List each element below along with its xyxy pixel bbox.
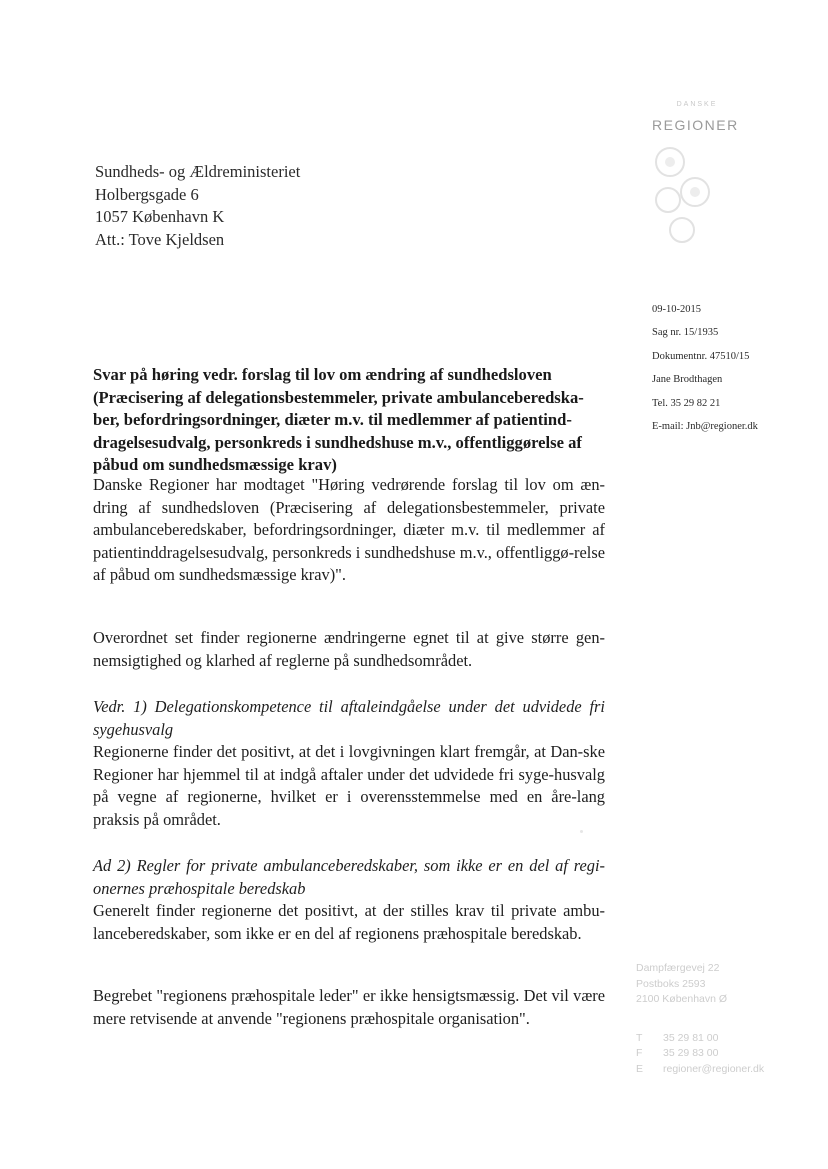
recipient-line: Att.: Tove Kjeldsen <box>95 229 225 249</box>
scan-mark <box>580 830 583 833</box>
footer-email: regioner@regioner.dk <box>663 1062 765 1075</box>
footer-fax-row <box>636 1046 764 1062</box>
footer-fax: 35 29 83 00 <box>663 1047 719 1059</box>
footer-email-label: E <box>636 1062 644 1075</box>
paragraph-term <box>93 985 605 1030</box>
footer-phone-label: T <box>636 1031 643 1044</box>
recipient-address <box>95 161 300 251</box>
meta-case-number: Sag nr. 15/1935 <box>652 327 719 339</box>
footer-street: Dampfærgevej 22 <box>636 962 720 974</box>
paragraph-overall <box>93 627 605 672</box>
recipient-line: Sundheds- og Ældreministeriet <box>95 162 301 181</box>
footer-fax-label: F <box>636 1047 643 1059</box>
letter-subject: Svar på høring vedr. forslag til lov om ændring af sundhedsloven (Præcisering af delegationsbestemmeler, private ambulanceberedska-ber, befordringsordninger, diæter m.v. til medlemmer af patientind-dragelsesudvalg, personkreds i sundhedshuse m.v., offentliggørelse af påbud om sundhedsmæssige krav) <box>93 365 584 475</box>
logo-tagline: DANSKE <box>676 101 718 108</box>
section-delegation <box>93 696 605 832</box>
meta-date: 09-10-2015 <box>652 304 701 315</box>
section-heading: Ad 2) Regler for private ambulanceberedskaber, som ikke er en del af regi-onernes præhospitale beredskab <box>93 856 605 898</box>
document-meta <box>652 298 758 438</box>
meta-contact-name: Jane Brodthagen <box>652 374 723 386</box>
meta-email: E-mail: Jnb@regioner.dk <box>652 421 758 433</box>
footer-phone-row <box>636 1031 764 1047</box>
logo-wordmark: REGIONER <box>652 117 739 133</box>
section-text: Generelt finder regionerne det positivt, at der stilles krav til private ambu-lanceberedskaber, som ikke er en del af regionens præhospitale beredskab. <box>93 901 605 943</box>
regioner-logo-icon <box>640 142 730 252</box>
recipient-line: 1057 København K <box>95 207 225 226</box>
footer-city: 2100 København Ø <box>636 993 728 1005</box>
recipient-line: Holbergsgade 6 <box>95 184 199 204</box>
meta-document-number: Dokumentnr. 47510/15 <box>652 350 750 362</box>
sender-footer <box>636 961 764 1077</box>
footer-phone: 35 29 81 00 <box>663 1031 719 1044</box>
section-heading: Vedr. 1) Delegationskompetence til aftaleindgåelse under det udvidede fri sygehusvalg <box>93 697 605 739</box>
paragraph-text: Overordnet set finder regionerne ændringerne egnet til at give større gen-nemsigtighed og klarhed af reglerne på sundhedsområdet. <box>93 628 605 670</box>
paragraph-text: Begrebet "regionens præhospitale leder" er ikke hensigtsmæssig. Det vil være mere retvisende at anvende "regionens præhospitale organisation". <box>93 986 605 1028</box>
paragraph-text: Danske Regioner har modtaget "Høring vedrørende forslag til lov om æn-dring af sundhedsloven (Præcisering af delegationsbestemmeler, private ambulanceberedskaber, befordringsordninger, diæter m.v. til medlemmer af patientinddragelsesudvalg, personkreds i sundhedshuse m.v., offentliggø-relse af påbud om sundhedsmæssige krav)". <box>93 475 605 585</box>
section-text: Regionerne finder det positivt, at det i lovgivningen klart fremgår, at Dan-ske Regioner har hjemmel til at indgå aftaler under det udvidede fri syge-husvalg på vegne af regionerne, hvilket er i overensstemmelse med en åre-lang praksis på området. <box>93 742 605 829</box>
section-ambulance <box>93 855 605 945</box>
footer-email-row <box>636 1062 764 1078</box>
meta-phone: Tel. 35 29 82 21 <box>652 397 721 409</box>
footer-postbox: Postboks 2593 <box>636 977 706 990</box>
paragraph-intro <box>93 474 605 587</box>
footer-spacer <box>636 1008 764 1031</box>
